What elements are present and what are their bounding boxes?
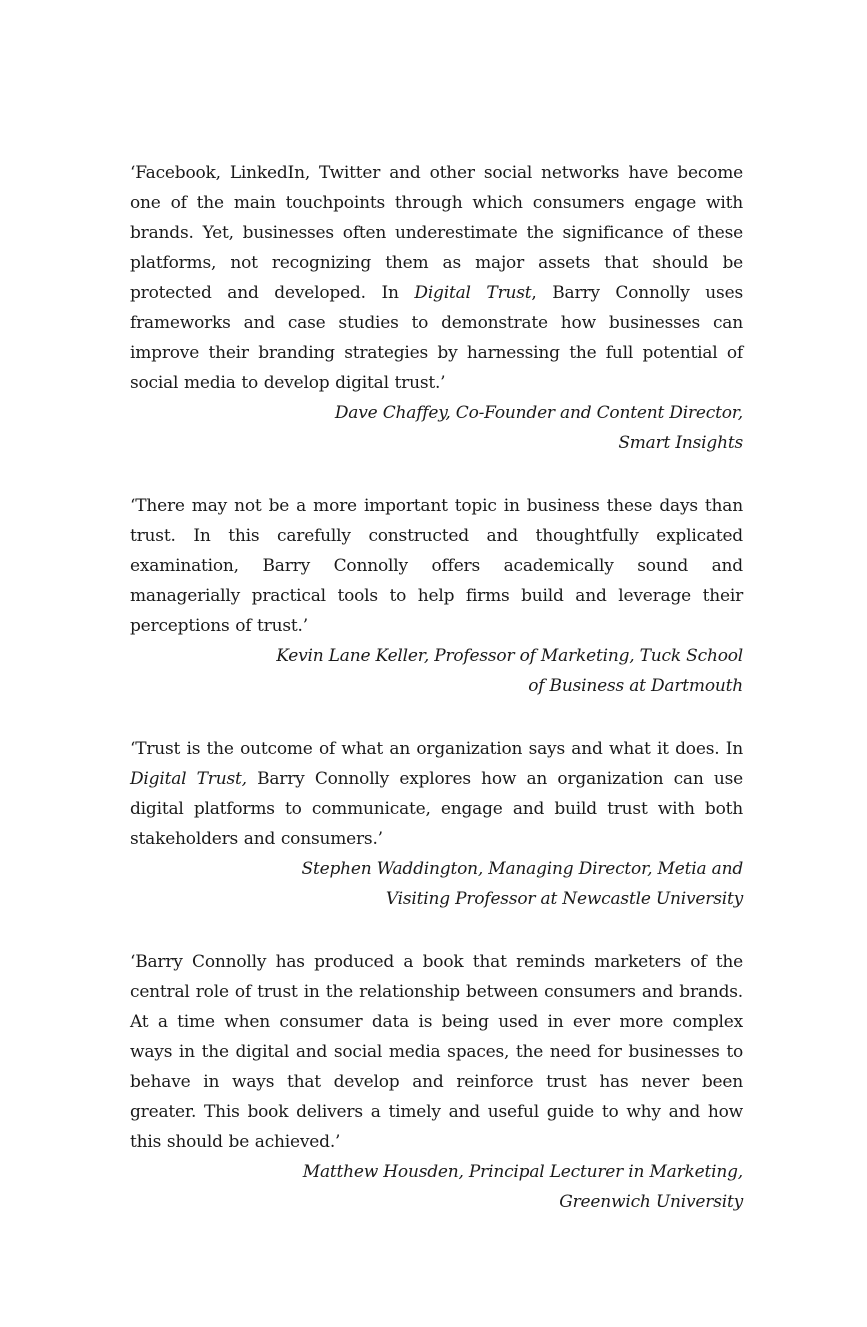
book-title: Digital Trust xyxy=(414,283,532,303)
endorsement-quote xyxy=(130,734,743,854)
endorsement-quote xyxy=(130,947,743,1157)
attribution-line: Stephen Waddington, Managing Director, Metia and xyxy=(301,859,743,879)
book-title: Digital Trust, xyxy=(130,769,247,789)
endorsement-housden xyxy=(130,947,743,1217)
attribution-line: of Business at Dartmouth xyxy=(528,676,743,696)
attribution-line: Dave Chaffey, Co-Founder and Content Director, xyxy=(334,403,743,423)
attribution-line: Kevin Lane Keller, Professor of Marketing, Tuck School xyxy=(276,646,743,666)
quote-text: ‘Trust is the outcome of what an organization says and what it does. In xyxy=(130,739,743,759)
endorsement-quote xyxy=(130,491,743,641)
quote-text: ‘Barry Connolly has produced a book that reminds marketers of the central role of trust in the relationship between consumers and brands. At a time when consumer data is being used in ever more complex ways in the digital and social media spaces, the need for businesses to behave in ways that develop and reinforce trust has never been greater. This book delivers a timely and useful guide to why and how this should be achieved.’ xyxy=(130,952,743,1152)
attribution-line: Visiting Professor at Newcastle University xyxy=(385,889,743,909)
quote-text: ‘Facebook, LinkedIn, Twitter and other social networks have become one of the main touchpoints through which consumers engage with brands. Yet, businesses often underestimate the significance of these platforms, not recognizing them as major assets that should be protected and developed. In xyxy=(130,163,743,303)
attribution-line: Matthew Housden, Principal Lecturer in Marketing, xyxy=(302,1162,743,1182)
endorsement-attribution xyxy=(130,641,743,701)
quote-text: Barry Connolly explores how an organization can use digital platforms to communicate, engage and build trust with both stakeholders and consumers.’ xyxy=(130,769,743,849)
attribution-line: Smart Insights xyxy=(618,433,743,453)
endorsement-attribution xyxy=(130,1157,743,1217)
endorsement-attribution xyxy=(130,854,743,914)
quote-text: ‘There may not be a more important topic in business these days than trust. In this carefully constructed and thoughtfully explicated examination, Barry Connolly offers academically sound and managerially practical tools to help firms build and leverage their perceptions of trust.’ xyxy=(130,496,743,636)
endorsement-waddington xyxy=(130,734,743,914)
endorsement-chaffey xyxy=(130,158,743,458)
endorsement-quote xyxy=(130,158,743,398)
attribution-line: Greenwich University xyxy=(559,1192,743,1212)
endorsements-page xyxy=(130,158,743,1250)
endorsement-keller xyxy=(130,491,743,701)
endorsement-attribution xyxy=(130,398,743,458)
quote-text: , Barry Connolly uses frameworks and case studies to demonstrate how businesses can improve their branding strategies by harnessing the full potential of social media to develop digital trust.’ xyxy=(130,283,743,393)
